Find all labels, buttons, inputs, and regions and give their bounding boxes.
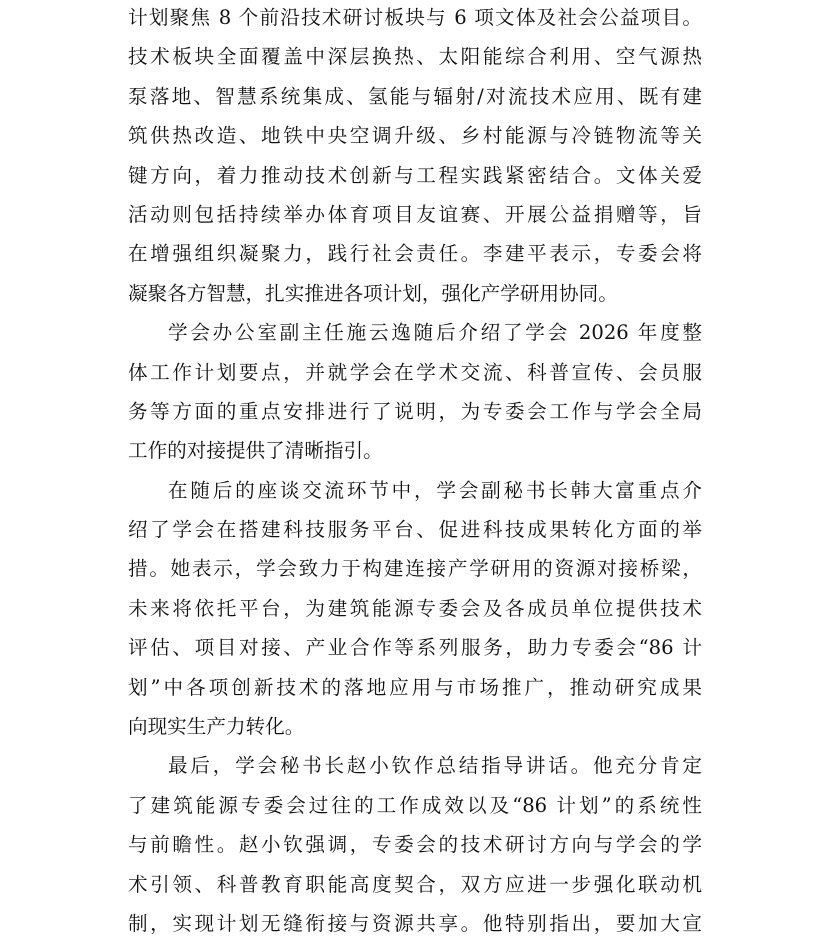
text-line: 在随后的座谈交流环节中，学会副秘书长韩大富重点介 bbox=[168, 478, 702, 502]
text-line: 技术板块全面覆盖中深层换热、太阳能综合利用、空气源热 bbox=[128, 45, 702, 69]
text-line: 绍了学会在搭建科技服务平台、促进科技成果转化方面的举 bbox=[128, 518, 702, 542]
paragraph-discussion bbox=[128, 471, 702, 747]
text-line: 体工作计划要点，并就学会在学术交流、科普宣传、会员服 bbox=[128, 360, 702, 384]
text-line: 务等方面的重点安排进行了说明，为专委会工作与学会全局 bbox=[128, 399, 702, 423]
text-line: 泵落地、智慧系统集成、氢能与辐射/对流技术应用、既有建 bbox=[128, 84, 702, 108]
document-body bbox=[128, 0, 702, 943]
text-line: 计划聚焦 8 个前沿技术研讨板块与 6 项文体及社会公益项目。 bbox=[128, 6, 702, 29]
paragraph-plan-overview bbox=[128, 0, 702, 313]
text-line: 键方向，着力推动技术创新与工程实践紧密结合。文体关爱 bbox=[128, 163, 702, 187]
text-line: 未来将依托平台，为建筑能源专委会及各成员单位提供技术 bbox=[128, 596, 702, 620]
text-line: 学会办公室副主任施云逸随后介绍了学会 2026 年度整 bbox=[168, 321, 702, 345]
text-line: 划”中各项创新技术的落地应用与市场推广，推动研究成果 bbox=[128, 675, 702, 699]
text-line: 与前瞻性。赵小钦强调，专委会的技术研讨方向与学会的学 bbox=[128, 833, 702, 857]
paragraph-closing-speech bbox=[128, 746, 702, 943]
text-line: 在增强组织凝聚力，践行社会责任。李建平表示，专委会将 bbox=[128, 242, 702, 266]
text-line: 措。她表示，学会致力于构建连接产学研用的资源对接桥梁， bbox=[128, 557, 702, 581]
paragraph-office-plan bbox=[128, 313, 702, 471]
text-line: 制，实现计划无缝衔接与资源共享。他特别指出，要加大宣 bbox=[128, 911, 702, 935]
text-line: 凝聚各方智慧，扎实推进各项计划，强化产学研用协同。 bbox=[128, 281, 618, 305]
text-line: 向现实生产力转化。 bbox=[128, 715, 305, 739]
text-line: 评估、项目对接、产业合作等系列服务，助力专委会“86 计 bbox=[128, 636, 702, 660]
text-line: 筑供热改造、地铁中央空调升级、乡村能源与冷链物流等关 bbox=[128, 124, 702, 148]
text-line: 了建筑能源专委会过往的工作成效以及“86 计划”的系统性 bbox=[128, 793, 702, 817]
text-line: 术引领、科普教育职能高度契合，双方应进一步强化联动机 bbox=[128, 872, 702, 896]
text-line: 最后，学会秘书长赵小钦作总结指导讲话。他充分肯定 bbox=[168, 754, 702, 778]
text-line: 活动则包括持续举办体育项目友谊赛、开展公益捐赠等，旨 bbox=[128, 202, 702, 226]
text-line: 工作的对接提供了清晰指引。 bbox=[128, 439, 383, 463]
